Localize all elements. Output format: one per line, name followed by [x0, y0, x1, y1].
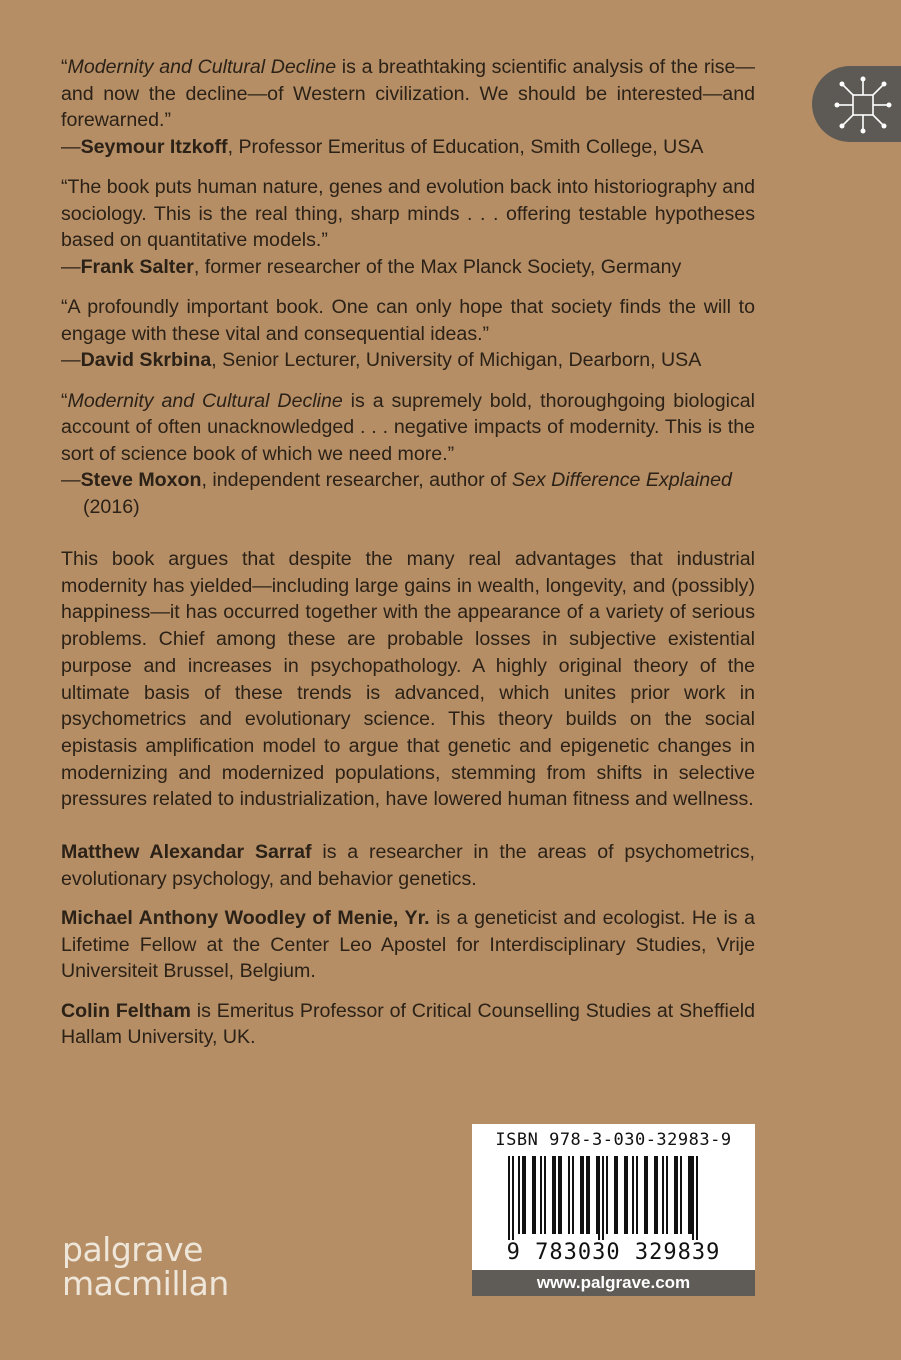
quote-text: “A profoundly important book. One can only hope that society finds the will to engage with these vital and consequential ideas.” [61, 296, 755, 345]
barcode-bar [532, 1156, 536, 1234]
author-bios [61, 839, 755, 1064]
endorser-name: Steve Moxon [80, 469, 202, 491]
endorser-name: Seymour Itzkoff [80, 135, 228, 158]
barcode-bar [572, 1156, 574, 1234]
quote-text: “Modernity and Cultural Decline is a breathtaking scientific analysis of the rise—and now the decline—of Western civilization. We should be interested—and forewarned.” [61, 56, 755, 131]
barcode-bar [654, 1156, 658, 1234]
publisher-line-1: palgrave [62, 1230, 203, 1269]
barcode-bar [512, 1156, 514, 1240]
book-title: Modernity and Cultural Decline [67, 389, 343, 412]
barcode-bar [644, 1156, 648, 1234]
barcode-bar [544, 1156, 546, 1234]
quote-text: “The book puts human nature, genes and evolution back into historiography and sociology. This is the real thing, sharp minds . . . offering testable hypotheses based on quantitative models.” [61, 176, 755, 251]
barcode-bar [624, 1156, 628, 1234]
endorsements [61, 54, 755, 534]
barcode-bar [522, 1156, 526, 1234]
barcode-bar [636, 1156, 638, 1234]
barcode-bar [662, 1156, 664, 1234]
barcode-bar [696, 1156, 698, 1240]
endorsement-quote [61, 174, 755, 280]
publisher-logo-badge [812, 66, 901, 142]
endorser-name: Frank Salter [80, 255, 194, 278]
author-bio: Colin Feltham is Emeritus Professor of Critical Counselling Studies at Sheffield Hallam University, UK. [61, 999, 755, 1048]
isbn-barcode [472, 1124, 755, 1270]
barcode-bar [508, 1156, 510, 1240]
endorser-name: David Skrbina [80, 349, 212, 371]
author-bio: Matthew Alexandar Sarraf is a researcher in the areas of psychometrics, evolutionary psychology, and behavior genetics. [61, 841, 755, 890]
publisher-wordmark [62, 1230, 229, 1303]
barcode-bar [596, 1156, 598, 1234]
barcode-bar [518, 1156, 520, 1234]
publisher-line-2: macmillan [62, 1264, 229, 1303]
barcode-bar [598, 1156, 600, 1240]
barcode-bar [692, 1156, 694, 1240]
barcode-bar [666, 1156, 668, 1234]
barcode-bar [614, 1156, 618, 1234]
book-title: Modernity and Cultural Decline [67, 56, 337, 78]
barcode-bar [558, 1156, 562, 1234]
barcode-bar [586, 1156, 590, 1234]
publisher-url: www.palgrave.com [472, 1270, 755, 1296]
quote-attribution: —Seymour Itzkoff, Professor Emeritus of Education, Smith College, USA [61, 135, 704, 158]
quote-text: “Modernity and Cultural Decline is a supremely bold, thoroughgoing biological account of often unacknowledged . . . negative impacts of modernity. This is the sort of science book of which we need more.” [61, 389, 755, 465]
barcode-digits: 9 783030 329839 [506, 1240, 721, 1265]
endorsement-quote [61, 54, 755, 160]
author-name: Matthew Alexandar Sarraf [61, 841, 312, 863]
author-name: Colin Feltham [61, 999, 191, 1022]
quote-attribution: —Frank Salter, former researcher of the Max Planck Society, Germany [61, 255, 682, 278]
barcode-bar [568, 1156, 570, 1234]
barcode-bar [606, 1156, 608, 1234]
publication-year: (2016) [83, 495, 140, 518]
endorsement-quote [61, 294, 755, 374]
barcode-bar [540, 1156, 542, 1234]
quote-attribution: —Steve Moxon, independent researcher, author of Sex Difference Explained (2016) [61, 467, 755, 520]
palgrave-star-icon [834, 76, 892, 134]
barcode-bar [552, 1156, 556, 1234]
isbn-label: ISBN 978-3-030-32983-9 [495, 1130, 732, 1150]
barcode-bar [680, 1156, 682, 1234]
referenced-book-title: Sex Difference Explained [511, 469, 732, 491]
author-bio: Michael Anthony Woodley of Menie, Yr. is a geneticist and ecologist. He is a Lifetime Fellow at the Center Leo Apostel for Interdisciplinary Studies, Vrije Universiteit Brussel, Belgium. [61, 907, 756, 982]
barcode-bars [506, 1156, 721, 1240]
endorsement-quote [61, 388, 755, 521]
barcode-bar [674, 1156, 678, 1234]
barcode-bar [602, 1156, 604, 1240]
barcode-bar [688, 1156, 692, 1234]
quote-attribution: —David Skrbina, Senior Lecturer, University of Michigan, Dearborn, USA [61, 349, 702, 371]
book-description: This book argues that despite the many real advantages that industrial modernity has yielded—including large gains in wealth, longevity, and (possibly) happiness—it has occurred together with the appearance of a variety of serious problems. Chief among these are probable losses in subjective existential purpose and increases in psychopathology. A highly original theory of the ultimate basis of these trends is advanced, which unites prior work in psychometrics and evolutionary science. This theory builds on the social epistasis amplification model to argue that genetic and epigenetic changes in modernizing and modernized populations, stemming from shifts in selective pressures related to industrialization, have lowered human fitness and wellness. [61, 548, 755, 811]
barcode-bar [580, 1156, 584, 1234]
author-name: Michael Anthony Woodley of Menie, Yr. [61, 907, 430, 929]
barcode-bar [632, 1156, 634, 1234]
